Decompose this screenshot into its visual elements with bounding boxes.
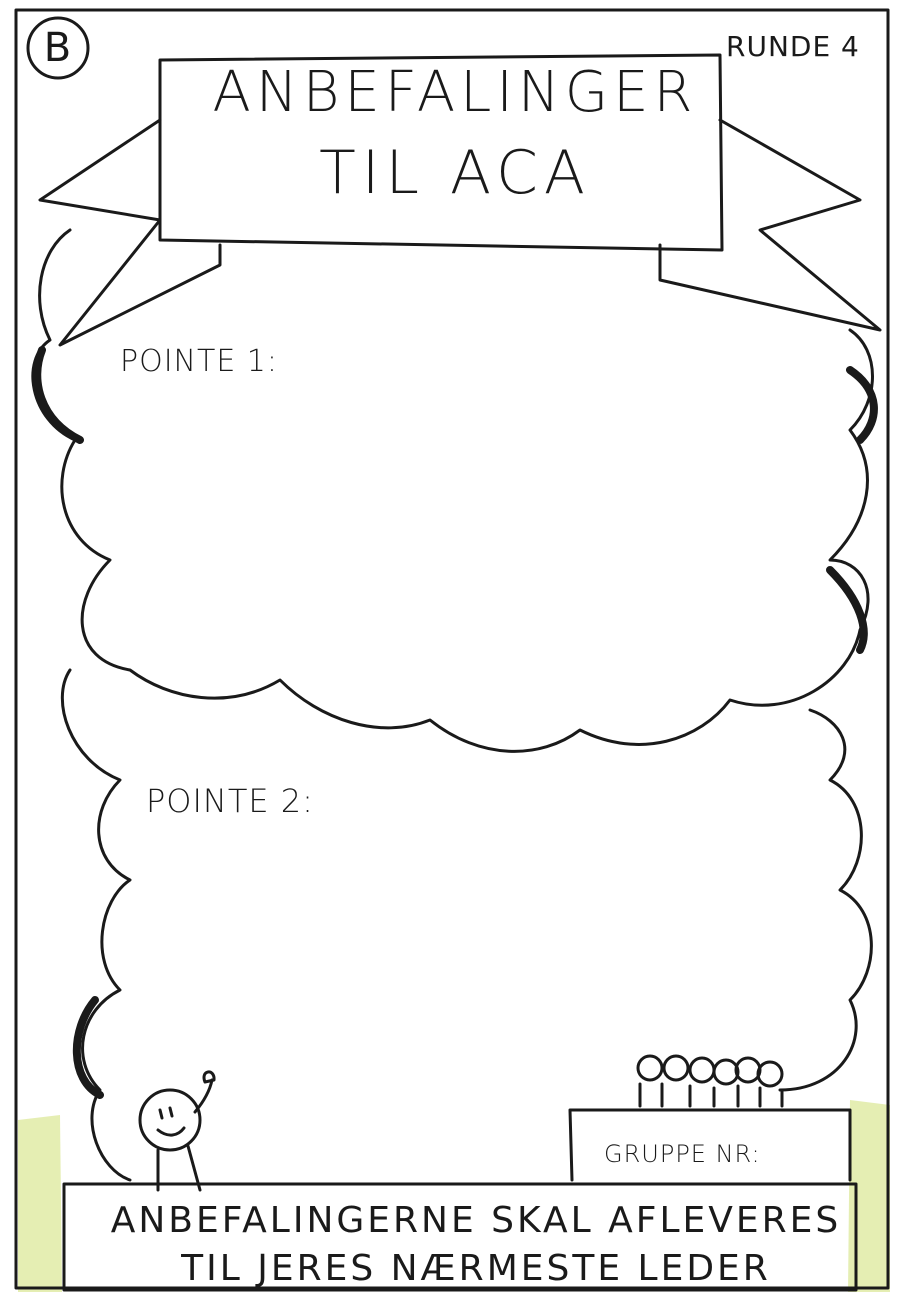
audience-icon [638,1056,782,1106]
banner-title-line-2: TIL ACA [319,138,591,208]
banner-title-line-1: ANBEFALINGER [212,60,698,125]
point-2-label: POINTE 2: [146,782,314,820]
thought-cloud-icon [33,230,873,751]
cloud-shadow-right-1 [850,370,874,440]
cloud-shadow-left-1 [37,350,80,440]
footer-line-2: TIL JERES NÆRMESTE LEDER [181,1248,771,1289]
green-highlight-left-icon [18,1115,62,1292]
point-1-label: POINTE 1: [120,344,279,379]
round-label: RUNDE 4 [726,30,860,63]
group-number-label: GRUPPE NR: [604,1140,761,1168]
thought-cloud-lower-icon [62,670,871,1180]
stick-figure-icon [140,1072,214,1190]
footer-line-1: ANBEFALINGERNE SKAL AFLEVERES [110,1200,842,1241]
badge-letter: B [43,25,73,71]
cloud-shadow-left-2 [77,1000,100,1095]
